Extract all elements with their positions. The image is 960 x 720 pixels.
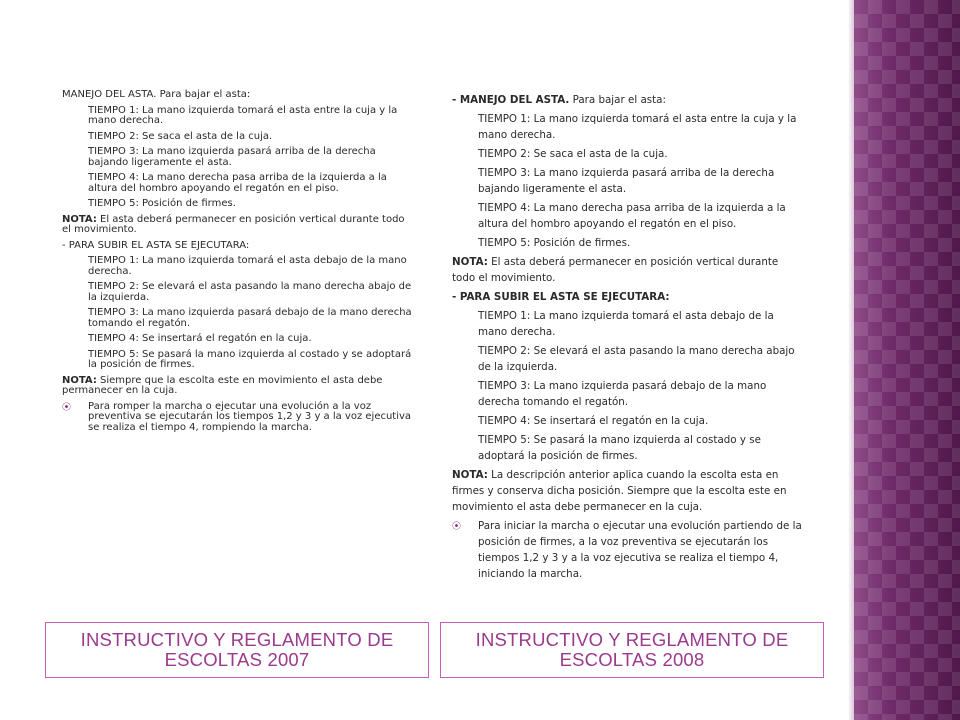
right-column-2008 — [452, 92, 802, 585]
right-step-subir-1: TIEMPO 1: La mano izquierda tomará el asta debajo de la mano derecha. — [478, 310, 774, 338]
left-step-bajar-2: TIEMPO 2: Se saca el asta de la cuja. — [88, 130, 273, 142]
right-step-bajar-1: TIEMPO 1: La mano izquierda tomará el asta entre la cuja y la mano derecha. — [478, 113, 797, 141]
bullet-icon: ⦿ — [452, 522, 462, 532]
right-subir-heading: - PARA SUBIR EL ASTA SE EJECUTARA: — [452, 291, 670, 303]
left-heading: MANEJO DEL ASTA. Para bajar el asta: — [62, 89, 251, 100]
left-step-subir-4: TIEMPO 4: Se insertará el regatón en la cuja. — [88, 333, 312, 344]
right-nota-2-text: La descripción anterior aplica cuando la escolta esta en firmes y conserva dicha posición. Siempre que la escolta este en movimiento el asta debe permanecer en la cuja. — [452, 469, 787, 513]
left-step-subir-5: TIEMPO 5: Se pasará la mano izquierda al costado y se adoptará la posición de firmes. — [88, 348, 412, 370]
left-step-bajar-1: TIEMPO 1: La mano izquierda tomará el asta entre la cuja y la mano derecha. — [88, 104, 398, 126]
right-step-bajar-2: TIEMPO 2: Se saca el asta de la cuja. — [478, 148, 668, 160]
title-2008: INSTRUCTIVO Y REGLAMENTO DE ESCOLTAS 2008 — [475, 629, 789, 670]
right-step-subir-4: TIEMPO 4: Se insertará el regatón en la cuja. — [478, 415, 709, 427]
left-step-subir-2: TIEMPO 2: Se elevará el asta pasando la mano derecha abajo de la izquierda. — [88, 281, 412, 303]
right-nota-1-label: NOTA: — [452, 256, 488, 268]
right-nota-1-text: El asta deberá permanecer en posición vertical durante todo el movimiento. — [452, 256, 779, 284]
left-step-subir-1: TIEMPO 1: La mano izquierda tomará el asta debajo de la mano derecha. — [88, 255, 407, 277]
left-step-bajar-3: TIEMPO 3: La mano izquierda pasará arriba de la derecha bajando ligeramente el asta. — [88, 146, 376, 168]
title-box-2008 — [440, 622, 824, 678]
right-bullet-text: Para iniciar la marcha o ejecutar una evolución partiendo de la posición de firmes, a la voz preventiva se ejecutarán los tiempos 1,2 y 3 y a la voz ejecutiva se realiza el tiempo 4, iniciando la marcha. — [478, 520, 802, 580]
bullet-icon: ⦿ — [62, 402, 72, 413]
left-nota-1-text: El asta deberá permanecer en posición vertical durante todo el movimiento. — [62, 213, 405, 235]
title-2007: INSTRUCTIVO Y REGLAMENTO DE ESCOLTAS 2007 — [80, 629, 394, 670]
decorative-sidebar — [854, 0, 960, 720]
left-step-bajar-4: TIEMPO 4: La mano derecha pasa arriba de la izquierda a la altura del hombro apoyando el regatón en el piso. — [88, 172, 387, 194]
right-nota-2-label: NOTA: — [452, 469, 488, 481]
left-nota-2-label: NOTA: — [62, 374, 97, 386]
left-column-2007 — [62, 90, 414, 438]
right-step-subir-5: TIEMPO 5: Se pasará la mano izquierda al costado y se adoptará la posición de firmes. — [478, 434, 761, 462]
right-nota-2 — [452, 467, 802, 515]
left-nota-2-text: Siempre que la escolta este en movimiento el asta debe permanecer en la cuja. — [62, 374, 383, 396]
left-bullet-text: Para romper la marcha o ejecutar una evolución a la voz preventiva se ejecutarán los tiempos 1,2 y 3 y a la voz ejecutiva se realiza el tiempo 4, rompiendo la marcha. — [88, 400, 412, 433]
right-heading-rest: Para bajar el asta: — [569, 94, 666, 106]
right-bullet-item — [452, 518, 802, 582]
right-heading-bold: - MANEJO DEL ASTA. — [452, 94, 570, 106]
left-subir-heading: - PARA SUBIR EL ASTA SE EJECUTARA: — [62, 239, 250, 251]
left-nota-1-label: NOTA: — [62, 213, 97, 225]
right-step-bajar-3: TIEMPO 3: La mano izquierda pasará arriba de la derecha bajando ligeramente el asta. — [478, 167, 775, 195]
right-step-subir-2: TIEMPO 2: Se elevará el asta pasando la mano derecha abajo de la izquierda. — [478, 345, 795, 373]
left-bullet-item — [62, 402, 414, 434]
right-step-bajar-4: TIEMPO 4: La mano derecha pasa arriba de la izquierda a la altura del hombro apoyando el regatón en el piso. — [478, 202, 786, 230]
left-step-bajar-5: TIEMPO 5: Posición de firmes. — [88, 198, 236, 209]
title-box-2007 — [45, 622, 429, 678]
right-nota-1 — [452, 254, 802, 286]
right-step-subir-3: TIEMPO 3: La mano izquierda pasará debajo de la mano derecha tomando el regatón. — [478, 380, 767, 408]
left-nota-2 — [62, 376, 414, 397]
left-nota-1 — [62, 215, 414, 236]
left-step-subir-3: TIEMPO 3: La mano izquierda pasará debajo de la mano derecha tomando el regatón. — [88, 307, 412, 329]
right-step-bajar-5: TIEMPO 5: Posición de firmes. — [478, 237, 631, 249]
right-heading — [452, 92, 802, 108]
